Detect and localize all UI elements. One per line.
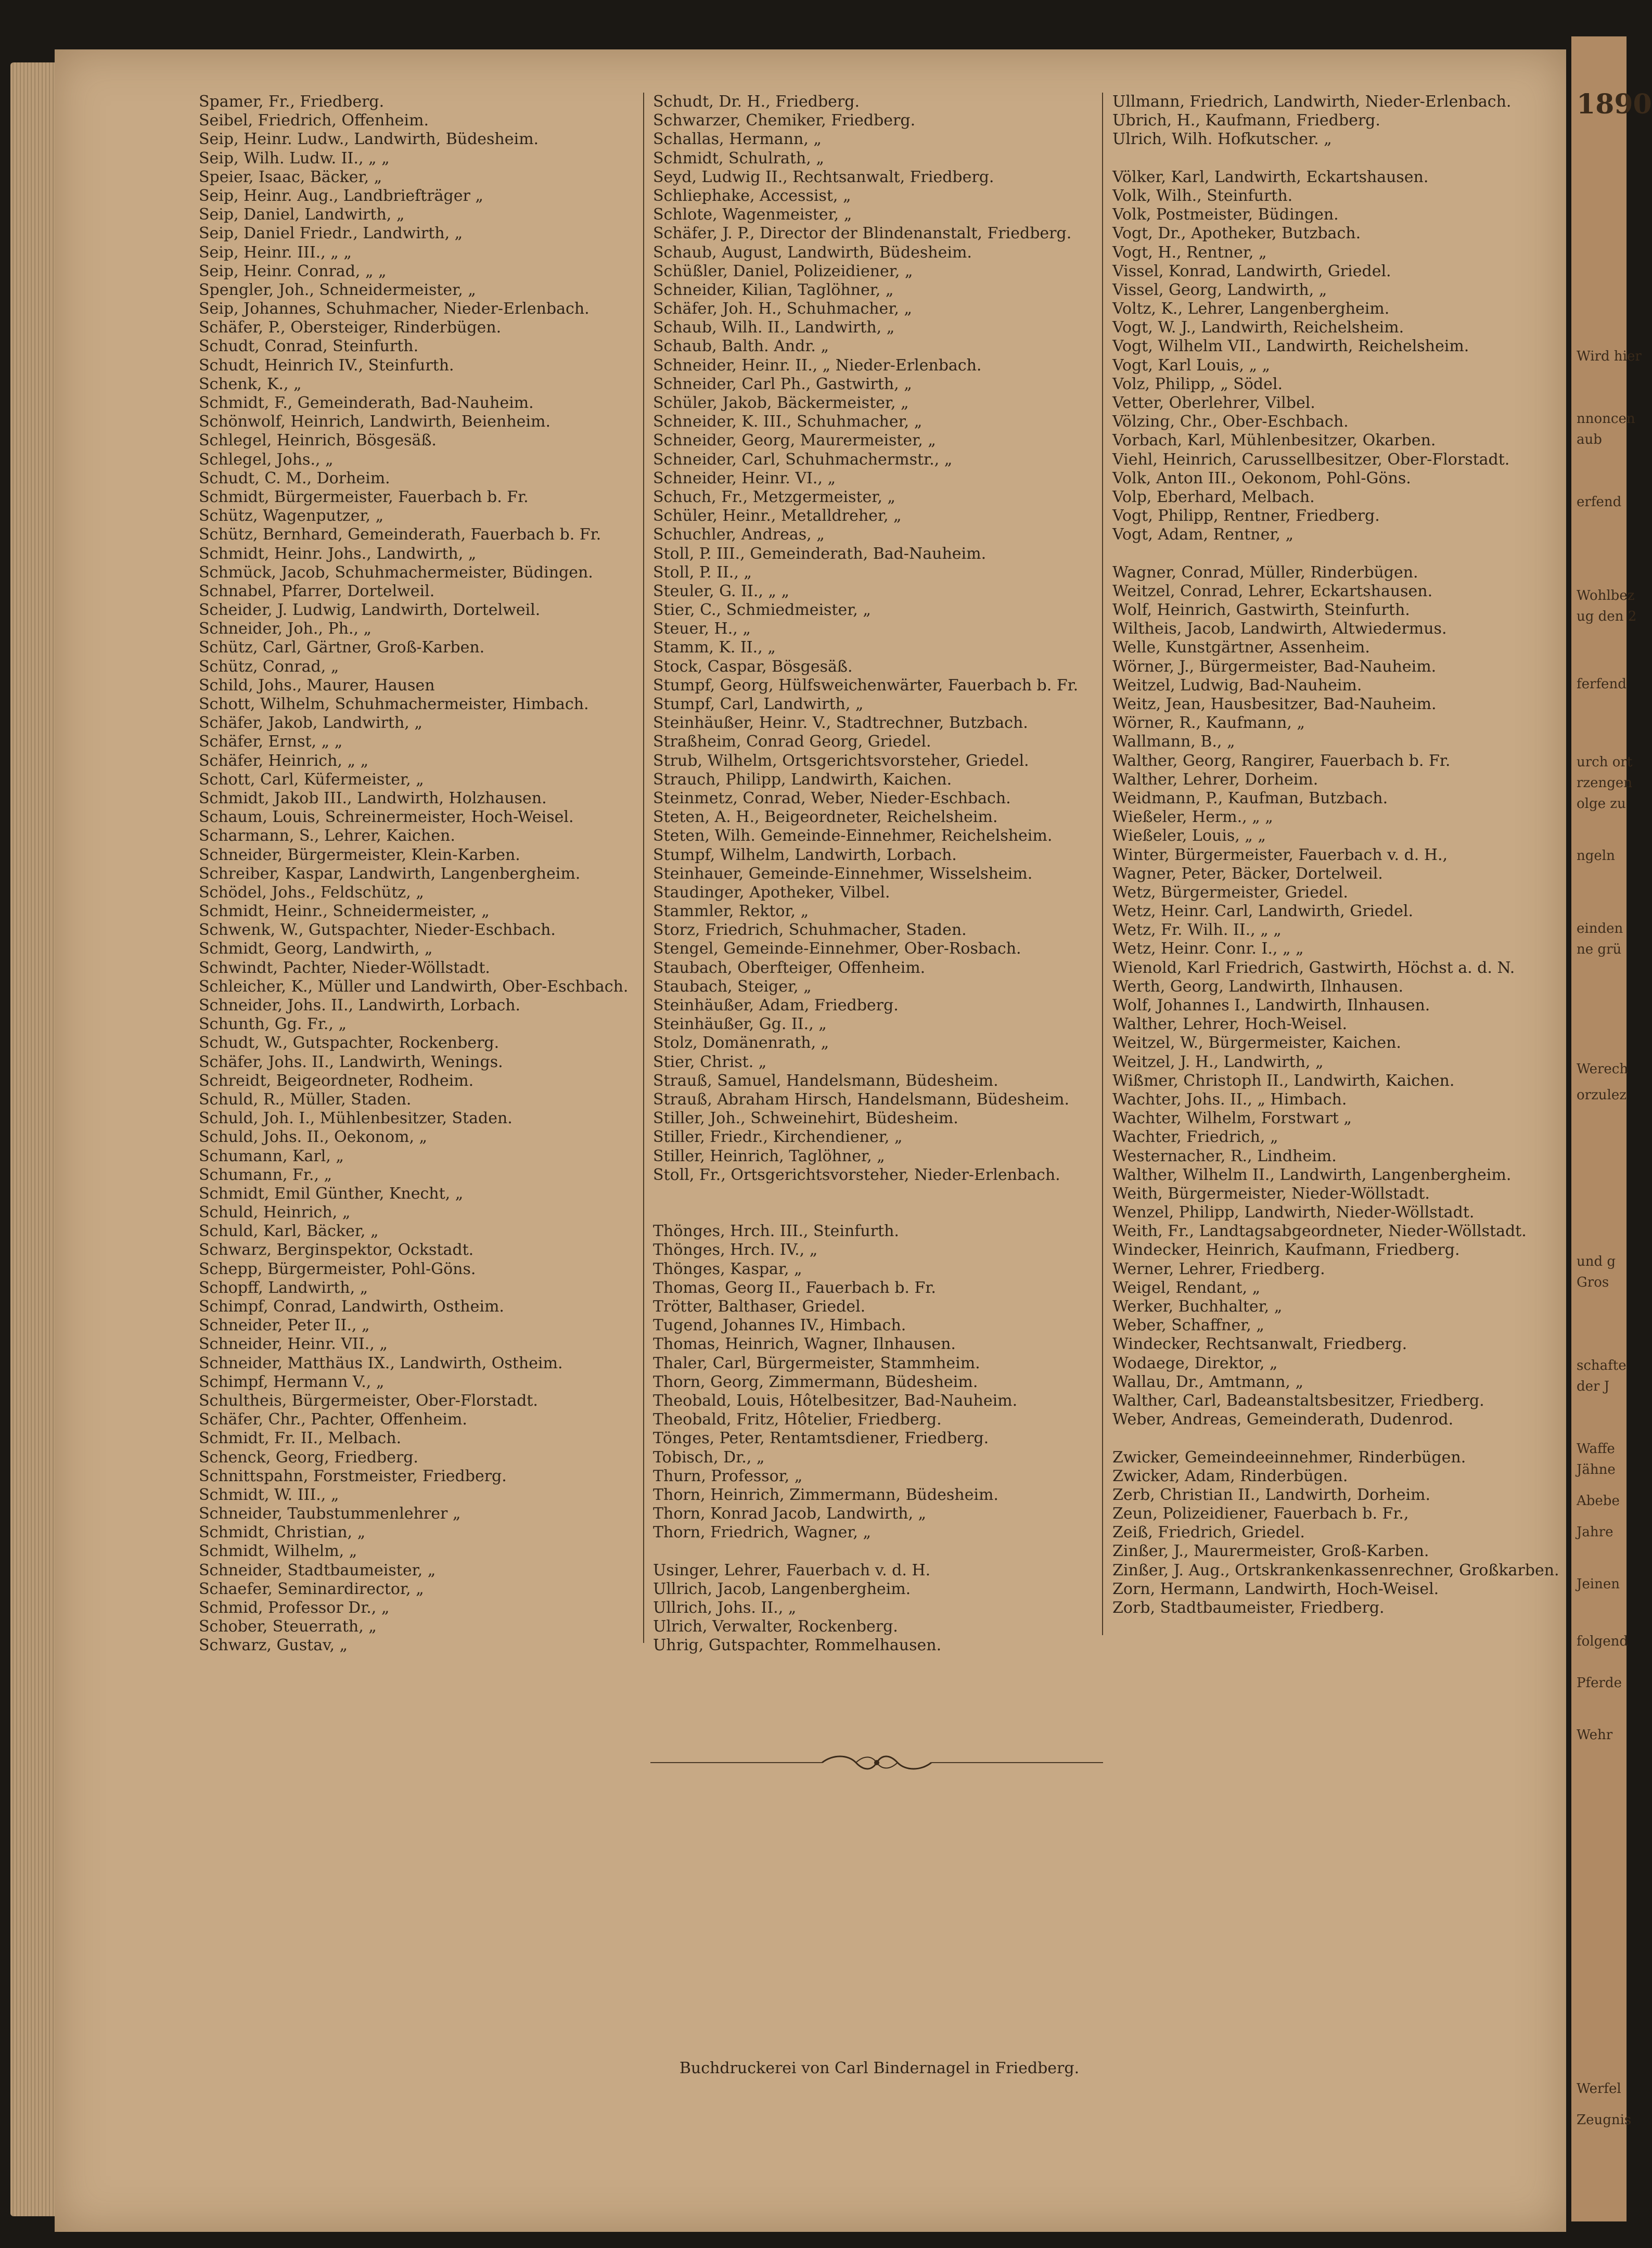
directory-entry: Stoll, P. II., „ <box>653 563 752 582</box>
directory-entry: Stiller, Joh., Schweinehirt, Büdesheim. <box>653 1109 958 1128</box>
directory-entry: Stier, C., Schmiedmeister, „ <box>653 601 871 620</box>
directory-entry: Schäfer, Ernst, „ „ <box>199 733 343 751</box>
directory-entry: Steinmetz, Conrad, Weber, Nieder-Eschbach. <box>653 789 1011 807</box>
directory-entry: Staudinger, Apotheker, Vilbel. <box>653 883 890 902</box>
directory-entry: Schreiber, Kaspar, Landwirth, Langenbergheim. <box>199 864 581 883</box>
adjacent-page-text: Gros <box>1577 1275 1609 1290</box>
directory-entry: Seyd, Ludwig II., Rechtsanwalt, Friedberg. <box>653 168 994 186</box>
directory-entry: Walther, Lehrer, Dorheim. <box>1112 770 1318 789</box>
directory-entry: Schneider, Heinr. VII., „ <box>199 1335 388 1354</box>
directory-entry: Schneider, Stadtbaumeister, „ <box>199 1561 436 1579</box>
directory-entry: Schmidt, Emil Günther, Knecht, „ <box>199 1184 464 1203</box>
directory-entry: Seip, Heinr. Ludw., Landwirth, Büdesheim. <box>199 130 539 149</box>
directory-entry: Stiller, Friedr., Kirchendiener, „ <box>653 1128 903 1147</box>
directory-entry: Windecker, Heinrich, Kaufmann, Friedberg. <box>1112 1241 1460 1260</box>
directory-entry: Straßheim, Conrad Georg, Griedel. <box>653 733 931 751</box>
directory-entry: Schäfer, Johs. II., Landwirth, Wenings. <box>199 1052 503 1071</box>
directory-entry: Zinßer, J., Maurermeister, Groß-Karben. <box>1112 1542 1429 1561</box>
directory-entry: Schudt, Conrad, Steinfurth. <box>199 337 419 356</box>
directory-entry: Theobald, Fritz, Hôtelier, Friedberg. <box>653 1410 942 1429</box>
directory-entry: Schütz, Conrad, „ <box>199 657 339 676</box>
directory-entry: Schäfer, Chr., Pachter, Offenheim. <box>199 1410 467 1429</box>
directory-entry: Schwenk, W., Gutspachter, Nieder-Eschbach. <box>199 921 556 940</box>
directory-entry: Walther, Georg, Rangirer, Fauerbach b. Fr. <box>1112 751 1451 770</box>
directory-entry: Seip, Heinr. Conrad, „ „ <box>199 262 387 280</box>
entry-gap <box>653 1203 1078 1222</box>
directory-entry: Vogt, Dr., Apotheker, Butzbach. <box>1112 224 1361 243</box>
directory-entry: Schepp, Bürgermeister, Pohl-Göns. <box>199 1260 476 1278</box>
directory-entry: Weitzel, Conrad, Lehrer, Eckartshausen. <box>1112 582 1433 600</box>
directory-entry: Zerb, Christian II., Landwirth, Dorheim. <box>1112 1485 1431 1504</box>
directory-entry: Thönges, Kaspar, „ <box>653 1260 802 1278</box>
adjacent-page-text: Werech <box>1577 1061 1629 1077</box>
directory-entry: Schmid, Professor Dr., „ <box>199 1599 390 1617</box>
adjacent-page-fragment <box>1571 36 1652 2221</box>
adjacent-page-text: orzulez <box>1577 1087 1627 1103</box>
directory-entry: Staubach, Oberfteiger, Offenheim. <box>653 958 926 977</box>
directory-entry: Volp, Eberhard, Melbach. <box>1112 487 1315 506</box>
directory-entry: Schneider, Joh., Ph., „ <box>199 620 372 638</box>
directory-entry: Welle, Kunstgärtner, Assenheim. <box>1112 638 1370 657</box>
directory-entry: Wießeler, Louis, „ „ <box>1112 827 1266 845</box>
directory-entry: Weitzel, J. H., Landwirth, „ <box>1112 1052 1324 1071</box>
directory-entry: Schmidt, F., Gemeinderath, Bad-Nauheim. <box>199 394 534 412</box>
directory-entry: Wienold, Karl Friedrich, Gastwirth, Höchst a. d. N. <box>1112 958 1515 977</box>
adjacent-page-text: schafte <box>1577 1358 1627 1373</box>
directory-entry: Schenk, K., „ <box>199 375 302 393</box>
directory-entry: Spamer, Fr., Friedberg. <box>199 93 385 111</box>
directory-entry: Wachter, Johs. II., „ Himbach. <box>1112 1090 1347 1109</box>
directory-entry: Schwarz, Berginspektor, Ockstadt. <box>199 1241 474 1260</box>
directory-entry: Ullmann, Friedrich, Landwirth, Nieder-Erlenbach. <box>1112 93 1512 111</box>
directory-entry: Strauß, Abraham Hirsch, Handelsmann, Büdesheim. <box>653 1090 1069 1109</box>
directory-entry: Schneider, Kilian, Taglöhner, „ <box>653 280 894 299</box>
directory-entry: Seibel, Friedrich, Offenheim. <box>199 111 429 130</box>
directory-entry: Schlote, Wagenmeister, „ <box>653 205 852 224</box>
directory-entry: Schneider, Carl Ph., Gastwirth, „ <box>653 375 912 393</box>
directory-entry: Schudt, Heinrich IV., Steinfurth. <box>199 356 454 375</box>
adjacent-page-text: urch ort <box>1577 754 1633 770</box>
directory-entry: Schäfer, Jakob, Landwirth, „ <box>199 714 422 733</box>
directory-entry: Seip, Daniel Friedr., Landwirth, „ <box>199 224 463 243</box>
adjacent-page-year: 1890 <box>1577 88 1652 120</box>
directory-entry: Vissel, Georg, Landwirth, „ <box>1112 280 1327 299</box>
directory-entry: Schneider, Johs. II., Landwirth, Lorbach. <box>199 996 521 1014</box>
directory-entry: Schliephake, Accessist, „ <box>653 186 851 205</box>
directory-entry: Schumann, Fr., „ <box>199 1165 332 1184</box>
directory-entry: Schuchler, Andreas, „ <box>653 525 825 544</box>
directory-entry: Schudt, Dr. H., Friedberg. <box>653 93 860 111</box>
directory-entry: Ulrich, Verwalter, Rockenberg. <box>653 1617 898 1636</box>
directory-entry: Thorn, Georg, Zimmermann, Büdesheim. <box>653 1372 978 1391</box>
directory-entry: Ulrich, Wilh. Hofkutscher. „ <box>1112 130 1332 149</box>
directory-entry: Wolf, Heinrich, Gastwirth, Steinfurth. <box>1112 601 1410 620</box>
column-3 <box>1112 93 1559 1617</box>
directory-entry: Steten, Wilh. Gemeinde-Einnehmer, Reichelsheim. <box>653 827 1053 845</box>
directory-entry: Weber, Andreas, Gemeinderath, Dudenrod. <box>1112 1410 1454 1429</box>
directory-entry: Viehl, Heinrich, Carussellbesitzer, Ober-Florstadt. <box>1112 450 1510 469</box>
directory-entry: Wetz, Heinr. Carl, Landwirth, Griedel. <box>1112 902 1414 921</box>
directory-entry: Wetz, Heinr. Conr. I., „ „ <box>1112 940 1304 958</box>
directory-entry: Stier, Christ. „ <box>653 1052 767 1071</box>
directory-entry: Stumpf, Carl, Landwirth, „ <box>653 695 864 713</box>
directory-entry: Zeun, Polizeidiener, Fauerbach b. Fr., <box>1112 1505 1409 1523</box>
directory-entry: Schneider, Carl, Schuhmachermstr., „ <box>653 450 953 469</box>
directory-entry: Thönges, Hrch. IV., „ <box>653 1241 818 1260</box>
directory-entry: Schuld, Heinrich, „ <box>199 1203 351 1222</box>
directory-entry: Schüßler, Daniel, Polizeidiener, „ <box>653 262 913 280</box>
directory-entry: Schultheis, Bürgermeister, Ober-Florstadt. <box>199 1391 538 1410</box>
directory-entry: Volz, Philipp, „ Södel. <box>1112 375 1283 393</box>
directory-entry: Schmidt, Heinr. Johs., Landwirth, „ <box>199 544 477 563</box>
directory-entry: Vogt, Philipp, Rentner, Friedberg. <box>1112 507 1380 525</box>
directory-entry: Schumann, Karl, „ <box>199 1147 344 1165</box>
directory-entry: Schmidt, Wilhelm, „ <box>199 1542 357 1561</box>
adjacent-page-text: Pferde <box>1577 1675 1622 1691</box>
adjacent-page-text: erfend <box>1577 494 1622 510</box>
directory-entry: Schäfer, Joh. H., Schuhmacher, „ <box>653 300 912 318</box>
entry-gap <box>1112 545 1559 563</box>
directory-entry: Thorn, Friedrich, Wagner, „ <box>653 1523 872 1542</box>
directory-entry: Schneider, K. III., Schuhmacher, „ <box>653 413 923 431</box>
adjacent-page-text: ne grü <box>1577 942 1622 957</box>
directory-entry: Schütz, Carl, Gärtner, Groß-Karben. <box>199 638 485 657</box>
directory-entry: Schüler, Jakob, Bäckermeister, „ <box>653 394 909 412</box>
directory-entry: Schäfer, J. P., Director der Blindenanstalt, Friedberg. <box>653 224 1072 243</box>
directory-entry: Schnabel, Pfarrer, Dortelweil. <box>199 582 435 600</box>
directory-entry: Schäfer, Heinrich, „ „ <box>199 751 369 770</box>
directory-entry: Zorb, Stadtbaumeister, Friedberg. <box>1112 1599 1385 1617</box>
directory-entry: Schreidt, Beigeordneter, Rodheim. <box>199 1071 474 1090</box>
directory-entry: Zwicker, Adam, Rinderbügen. <box>1112 1467 1348 1485</box>
adjacent-page-text: rzengen <box>1577 775 1633 791</box>
directory-entry: Schmück, Jacob, Schuhmachermeister, Büdingen. <box>199 563 593 582</box>
directory-entry: Tugend, Johannes IV., Himbach. <box>653 1316 906 1335</box>
entry-gap <box>1112 149 1559 168</box>
directory-entry: Schimpf, Hermann V., „ <box>199 1372 385 1391</box>
directory-entry: Wallau, Dr., Amtmann, „ <box>1112 1372 1304 1391</box>
directory-entry: Schmidt, Jakob III., Landwirth, Holzhausen. <box>199 789 547 807</box>
directory-entry: Schmidt, Bürgermeister, Fauerbach b. Fr. <box>199 487 529 506</box>
adjacent-page-text: Wird hier <box>1577 349 1642 364</box>
adjacent-page-text: Wohlbez <box>1577 588 1635 603</box>
directory-entry: Wißmer, Christoph II., Landwirth, Kaichen. <box>1112 1071 1455 1090</box>
directory-entry: Stoll, P. III., Gemeinderath, Bad-Nauheim. <box>653 544 987 563</box>
directory-entry: Schallas, Hermann, „ <box>653 130 822 149</box>
directory-entry: Weith, Fr., Landtagsabgeordneter, Nieder-Wöllstadt. <box>1112 1222 1527 1241</box>
adjacent-page-text: nnoncen <box>1577 411 1635 427</box>
directory-entry: Vogt, Wilhelm VII., Landwirth, Reichelsheim. <box>1112 337 1469 356</box>
directory-entry: Weitz, Jean, Hausbesitzer, Bad-Nauheim. <box>1112 695 1437 713</box>
adjacent-page-text: Wehr <box>1577 1727 1613 1743</box>
adjacent-page-text: und g <box>1577 1254 1616 1269</box>
adjacent-page-text: Jähne <box>1577 1462 1616 1478</box>
directory-entry: Schott, Wilhelm, Schuhmachermeister, Himbach. <box>199 695 589 713</box>
directory-entry: Zorn, Hermann, Landwirth, Hoch-Weisel. <box>1112 1579 1439 1598</box>
directory-entry: Schneider, Matthäus IX., Landwirth, Ostheim. <box>199 1354 563 1372</box>
adjacent-page-text: der J <box>1577 1379 1610 1394</box>
directory-entry: Westernacher, R., Lindheim. <box>1112 1147 1337 1165</box>
directory-entry: Ullrich, Jacob, Langenbergheim. <box>653 1579 911 1598</box>
directory-entry: Schuld, Johs. II., Oekonom, „ <box>199 1128 428 1147</box>
directory-entry: Wörner, R., Kaufmann, „ <box>1112 714 1305 733</box>
directory-entry: Schmidt, W. III., „ <box>199 1485 339 1504</box>
directory-entry: Schaum, Louis, Schreinermeister, Hoch-Weisel. <box>199 808 574 827</box>
directory-entry: Wallmann, B., „ <box>1112 733 1235 751</box>
directory-entry: Wagner, Conrad, Müller, Rinderbügen. <box>1112 563 1418 582</box>
directory-entry: Schudt, W., Gutspachter, Rockenberg. <box>199 1034 500 1052</box>
directory-entry: Werker, Buchhalter, „ <box>1112 1298 1283 1316</box>
directory-entry: Zwicker, Gemeindeeinnehmer, Rinderbügen. <box>1112 1448 1466 1467</box>
adjacent-page-text: Zeugnis <box>1577 2112 1632 2128</box>
directory-entry: Vorbach, Karl, Mühlenbesitzer, Okarben. <box>1112 431 1436 450</box>
directory-entry: Weitzel, W., Bürgermeister, Kaichen. <box>1112 1034 1401 1052</box>
directory-entry: Walther, Carl, Badeanstaltsbesitzer, Friedberg. <box>1112 1391 1484 1410</box>
directory-entry: Usinger, Lehrer, Fauerbach v. d. H. <box>653 1561 931 1579</box>
directory-entry: Thurn, Professor, „ <box>653 1467 803 1485</box>
directory-entry: Schäfer, P., Obersteiger, Rinderbügen. <box>199 318 502 337</box>
directory-entry: Tönges, Peter, Rentamtsdiener, Friedberg. <box>653 1429 989 1448</box>
directory-entry: Vogt, Adam, Rentner, „ <box>1112 525 1294 544</box>
ornament-divider <box>650 1752 1103 1773</box>
directory-entry: Ubrich, H., Kaufmann, Friedberg. <box>1112 111 1380 130</box>
directory-entry: Schmidt, Schulrath, „ <box>653 149 824 168</box>
directory-entry: Weidmann, P., Kaufman, Butzbach. <box>1112 789 1388 807</box>
directory-entry: Stumpf, Wilhelm, Landwirth, Lorbach. <box>653 845 957 864</box>
directory-entry: Schneider, Georg, Maurermeister, „ <box>653 431 936 450</box>
adjacent-page-text: Waffe <box>1577 1441 1615 1457</box>
directory-entry: Strub, Wilhelm, Ortsgerichtsvorsteher, Griedel. <box>653 751 1029 770</box>
directory-entry: Schott, Carl, Küfermeister, „ <box>199 770 424 789</box>
directory-entry: Thaler, Carl, Bürgermeister, Stammheim. <box>653 1354 980 1372</box>
directory-entry: Vetter, Oberlehrer, Vilbel. <box>1112 394 1315 412</box>
directory-entry: Schuld, Joh. I., Mühlenbesitzer, Staden. <box>199 1109 513 1128</box>
directory-entry: Völker, Karl, Landwirth, Eckartshausen. <box>1112 168 1429 186</box>
directory-entry: Schneider, Taubstummenlehrer „ <box>199 1505 461 1523</box>
adjacent-page-text: Werfel <box>1577 2081 1621 2097</box>
directory-entry: Scharmann, S., Lehrer, Kaichen. <box>199 827 455 845</box>
directory-entry: Schopff, Landwirth, „ <box>199 1278 368 1297</box>
directory-entry: Schaub, August, Landwirth, Büdesheim. <box>653 243 972 262</box>
directory-entry: Winter, Bürgermeister, Fauerbach v. d. H., <box>1112 845 1448 864</box>
directory-entry: Schwindt, Pachter, Nieder-Wöllstadt. <box>199 958 490 977</box>
directory-entry: Trötter, Balthaser, Griedel. <box>653 1298 866 1316</box>
directory-entry: Schaub, Balth. Andr. „ <box>653 337 829 356</box>
directory-entry: Windecker, Rechtsanwalt, Friedberg. <box>1112 1335 1407 1354</box>
directory-entry: Völzing, Chr., Ober-Eschbach. <box>1112 413 1349 431</box>
directory-entry: Stolz, Domänenrath, „ <box>653 1034 829 1052</box>
directory-entry: Stoll, Fr., Ortsgerichtsvorsteher, Nieder-Erlenbach. <box>653 1165 1060 1184</box>
column-2 <box>653 93 1078 1655</box>
directory-entry: Seip, Johannes, Schuhmacher, Nieder-Erlenbach. <box>199 300 590 318</box>
directory-entry: Schütz, Wagenputzer, „ <box>199 507 384 525</box>
directory-entry: Schunth, Gg. Fr., „ <box>199 1015 347 1034</box>
directory-entry: Spengler, Joh., Schneidermeister, „ <box>199 280 476 299</box>
directory-entry: Stammler, Rektor, „ <box>653 902 809 921</box>
directory-entry: Schleicher, K., Müller und Landwirth, Ober-Eschbach. <box>199 977 629 996</box>
adjacent-page-text: folgend <box>1577 1634 1629 1649</box>
directory-entry: Schlegel, Heinrich, Bösgesäß. <box>199 431 437 450</box>
directory-entry: Schaefer, Seminardirector, „ <box>199 1579 424 1598</box>
directory-entry: Seip, Heinr. Aug., Landbriefträger „ <box>199 186 483 205</box>
directory-entry: Volk, Anton III., Oekonom, Pohl-Göns. <box>1112 469 1411 487</box>
directory-entry: Voltz, K., Lehrer, Langenbergheim. <box>1112 300 1390 318</box>
directory-entry: Wachter, Wilhelm, Forstwart „ <box>1112 1109 1352 1128</box>
directory-entry: Schudt, C. M., Dorheim. <box>199 469 390 487</box>
directory-entry: Stumpf, Georg, Hülfsweichenwärter, Fauerbach b. Fr. <box>653 676 1079 695</box>
directory-entry: Wagner, Peter, Bäcker, Dortelweil. <box>1112 864 1383 883</box>
directory-entry: Thorn, Konrad Jacob, Landwirth, „ <box>653 1505 927 1523</box>
directory-entry: Schwarzer, Chemiker, Friedberg. <box>653 111 916 130</box>
directory-entry: Seip, Daniel, Landwirth, „ <box>199 205 405 224</box>
directory-entry: Schenck, Georg, Friedberg. <box>199 1448 418 1467</box>
directory-entry: Schneider, Heinr. II., „ Nieder-Erlenbach. <box>653 356 982 375</box>
directory-entry: Stock, Caspar, Bösgesäß. <box>653 657 853 676</box>
directory-entry: Walther, Lehrer, Hoch-Weisel. <box>1112 1015 1348 1034</box>
directory-entry: Schmidt, Heinr., Schneidermeister, „ <box>199 902 490 921</box>
directory-entry: Vogt, W. J., Landwirth, Reichelsheim. <box>1112 318 1404 337</box>
entry-gap <box>1112 1429 1559 1448</box>
directory-entry: Staubach, Steiger, „ <box>653 977 812 996</box>
directory-entry: Weigel, Rendant, „ <box>1112 1278 1261 1297</box>
directory-entry: Wetz, Bürgermeister, Griedel. <box>1112 883 1348 902</box>
directory-entry: Werner, Lehrer, Friedberg. <box>1112 1260 1325 1278</box>
directory-entry: Wetz, Fr. Wilh. II., „ „ <box>1112 921 1282 940</box>
directory-entry: Schmidt, Christian, „ <box>199 1523 366 1542</box>
directory-entry: Schild, Johs., Maurer, Hausen <box>199 676 435 695</box>
directory-entry: Schödel, Johs., Feldschütz, „ <box>199 883 424 902</box>
directory-entry: Wenzel, Philipp, Landwirth, Nieder-Wöllstadt. <box>1112 1203 1475 1222</box>
directory-entry: Theobald, Louis, Hôtelbesitzer, Bad-Nauheim. <box>653 1391 1018 1410</box>
directory-entry: Speier, Isaac, Bäcker, „ <box>199 168 382 186</box>
directory-entry: Zeiß, Friedrich, Griedel. <box>1112 1523 1305 1542</box>
directory-entry: Vogt, Karl Louis, „ „ <box>1112 356 1271 375</box>
column-1 <box>199 93 628 1655</box>
column-divider-1 <box>643 93 644 1643</box>
directory-entry: Weitzel, Ludwig, Bad-Nauheim. <box>1112 676 1362 695</box>
directory-entry: Uhrig, Gutspachter, Rommelhausen. <box>653 1636 942 1655</box>
directory-entry: Schwarz, Gustav, „ <box>199 1636 348 1655</box>
directory-entry: Schütz, Bernhard, Gemeinderath, Fauerbach b. Fr. <box>199 525 601 544</box>
directory-entry: Werth, Georg, Landwirth, Ilnhausen. <box>1112 977 1404 996</box>
directory-entry: Wörner, J., Bürgermeister, Bad-Nauheim. <box>1112 657 1437 676</box>
directory-entry: Seip, Wilh. Ludw. II., „ „ <box>199 149 390 168</box>
directory-entry: Thorn, Heinrich, Zimmermann, Büdesheim. <box>653 1485 998 1504</box>
adjacent-page-text: Jeinen <box>1577 1576 1620 1592</box>
directory-entry: Stamm, K. II., „ <box>653 638 776 657</box>
adjacent-page-text: ferfend <box>1577 676 1627 692</box>
directory-entry: Wießeler, Herm., „ „ <box>1112 808 1273 827</box>
adjacent-page-text: aub <box>1577 432 1602 447</box>
directory-entry: Thomas, Georg II., Fauerbach b. Fr. <box>653 1278 936 1297</box>
directory-entry: Weber, Schaffner, „ <box>1112 1316 1264 1335</box>
directory-entry: Steuler, G. II., „ „ <box>653 582 790 600</box>
directory-entry: Scheider, J. Ludwig, Landwirth, Dortelweil. <box>199 601 541 620</box>
directory-entry: Vogt, H., Rentner, „ <box>1112 243 1267 262</box>
column-divider-2 <box>1102 93 1103 1635</box>
directory-entry: Vissel, Konrad, Landwirth, Griedel. <box>1112 262 1391 280</box>
directory-entry: Schneider, Heinr. VI., „ <box>653 469 836 487</box>
adjacent-page-text: ngeln <box>1577 848 1615 864</box>
directory-entry: Steinhäußer, Heinr. V., Stadtrechner, Butzbach. <box>653 714 1028 733</box>
directory-entry: Steinhäußer, Gg. II., „ <box>653 1015 827 1034</box>
directory-entry: Wodaege, Direktor, „ <box>1112 1354 1278 1372</box>
adjacent-page-text: olge zu <box>1577 796 1626 812</box>
directory-entry: Wachter, Friedrich, „ <box>1112 1128 1278 1147</box>
directory-entry: Schneider, Bürgermeister, Klein-Karben. <box>199 845 520 864</box>
entry-gap <box>653 1542 1078 1561</box>
directory-entry: Seip, Heinr. III., „ „ <box>199 243 352 262</box>
directory-entry: Schmidt, Fr. II., Melbach. <box>199 1429 402 1448</box>
adjacent-page-text: einden <box>1577 921 1623 936</box>
directory-entry: Stengel, Gemeinde-Einnehmer, Ober-Rosbach. <box>653 940 1021 958</box>
directory-entry: Tobisch, Dr., „ <box>653 1448 765 1467</box>
directory-entry: Zinßer, J. Aug., Ortskrankenkassenrechner, Großkarben. <box>1112 1561 1559 1579</box>
directory-entry: Schlegel, Johs., „ <box>199 450 334 469</box>
directory-entry: Steinhauer, Gemeinde-Einnehmer, Wisselsheim. <box>653 864 1033 883</box>
directory-entry: Schaub, Wilh. II., Landwirth, „ <box>653 318 895 337</box>
directory-entry: Schneider, Peter II., „ <box>199 1316 370 1335</box>
directory-entry: Ullrich, Johs. II., „ <box>653 1599 797 1617</box>
directory-entry: Strauch, Philipp, Landwirth, Kaichen. <box>653 770 952 789</box>
directory-entry: Wiltheis, Jacob, Landwirth, Altwiedermus. <box>1112 620 1447 638</box>
directory-entry: Strauß, Samuel, Handelsmann, Büdesheim. <box>653 1071 998 1090</box>
directory-entry: Weith, Bürgermeister, Nieder-Wöllstadt. <box>1112 1184 1430 1203</box>
directory-entry: Thönges, Hrch. III., Steinfurth. <box>653 1222 899 1241</box>
directory-entry: Stiller, Heinrich, Taglöhner, „ <box>653 1147 885 1165</box>
directory-entry: Schuch, Fr., Metzgermeister, „ <box>653 487 895 506</box>
adjacent-page-text: Jahre <box>1577 1524 1613 1540</box>
directory-entry: Schnittspahn, Forstmeister, Friedberg. <box>199 1467 507 1485</box>
directory-entry: Schimpf, Conrad, Landwirth, Ostheim. <box>199 1298 504 1316</box>
directory-entry: Thomas, Heinrich, Wagner, Ilnhausen. <box>653 1335 956 1354</box>
directory-entry: Schober, Steuerrath, „ <box>199 1617 377 1636</box>
directory-entry: Steuer, H., „ <box>653 620 751 638</box>
adjacent-page-text: Abebe <box>1577 1493 1620 1509</box>
adjacent-page-text: ug den 2 <box>1577 609 1637 624</box>
directory-entry: Wolf, Johannes I., Landwirth, Ilnhausen. <box>1112 996 1430 1014</box>
directory-entry: Schönwolf, Heinrich, Landwirth, Beienheim. <box>199 413 550 431</box>
directory-entry: Schuld, Karl, Bäcker, „ <box>199 1222 379 1241</box>
directory-entry: Schmidt, Georg, Landwirth, „ <box>199 940 433 958</box>
directory-entry: Schüler, Heinr., Metalldreher, „ <box>653 507 902 525</box>
directory-entry: Schuld, R., Müller, Staden. <box>199 1090 412 1109</box>
entry-gap <box>653 1185 1078 1203</box>
directory-entry: Steten, A. H., Beigeordneter, Reichelsheim. <box>653 808 998 827</box>
directory-entry: Volk, Wilh., Steinfurth. <box>1112 186 1293 205</box>
directory-entry: Storz, Friedrich, Schuhmacher, Staden. <box>653 921 967 940</box>
directory-entry: Walther, Wilhelm II., Landwirth, Langenbergheim. <box>1112 1165 1512 1184</box>
directory-entry: Steinhäußer, Adam, Friedberg. <box>653 996 899 1014</box>
printer-imprint: Buchdruckerei von Carl Bindernagel in Friedberg. <box>679 2059 1080 2077</box>
directory-entry: Volk, Postmeister, Büdingen. <box>1112 205 1339 224</box>
